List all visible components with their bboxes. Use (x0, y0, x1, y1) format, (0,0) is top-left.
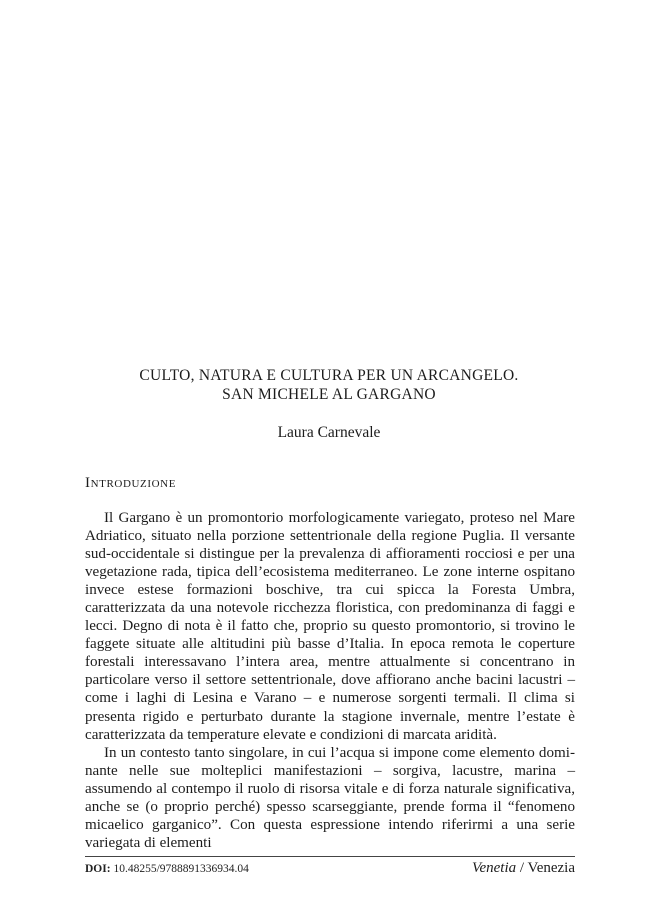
venue-separator: / (516, 860, 528, 876)
body-text (85, 509, 575, 852)
venue-place: Venezia (527, 860, 575, 876)
paragraph: Il Gargano è un promontorio morfologicamente variegato, proteso nel Mare Adriatico, situato nella porzione settentrionale della regione Puglia. Il versante sud-occidentale si distingue per la prevalenza di affioramenti rocciosi e per una vegetazione rada, tipica dell’ecosistema mediterraneo. Le zone interne ospitano invece estese formazioni boschive, tra cui spicca la Foresta Umbra, caratterizzata da una notevole ricchezza floristica, con predominanza di faggi e lecci. Degno di nota è il fatto che, proprio su questo promontorio, si trovino le faggete situate alle altitudini più basse d’Italia. In epoca remota le coperture forestali interessavano l’intera area, mentre attualmente si concentrano in particolare verso il settore settentrionale, dove affiorano anche bacini lacustri – come i laghi di Lesina e Varano – e numerose sorgenti termali. Il clima si presenta rigido e perturbato durante la stagione invernale, mentre l’estate è caratterizzata da temperature elevate e condizioni di marcata aridità. (85, 510, 575, 743)
doi-label: DOI: (85, 863, 111, 875)
chapter-title (84, 366, 574, 404)
title-line-1: CULTO, NATURA E CULTURA PER UN ARCANGELO. (139, 367, 519, 384)
paragraph: In un contesto tanto singolare, in cui l’acqua si impone come elemento dominante nelle sue molteplici manifestazioni – sorgiva, lacustre, marina – assumendo al contempo il ruolo di risorsa vitale e di forza naturale significativa, anche se (o proprio perché) spesso scarseggiante, prende forma il “fenomeno micaelico garganico”. Con questa espressione intendo riferirmi a una serie variegata di elementi (85, 744, 575, 851)
doi-value: 10.48255/9788891336934.04 (113, 863, 249, 875)
title-line-2: SAN MICHELE AL GARGANO (222, 386, 436, 403)
author-name: Laura Carnevale (277, 424, 381, 441)
section-heading: Introduzione (85, 475, 177, 491)
publication-venue (472, 860, 575, 877)
venue-name: Venetia (471, 860, 517, 876)
doi (85, 863, 249, 875)
page-footer (85, 856, 575, 877)
